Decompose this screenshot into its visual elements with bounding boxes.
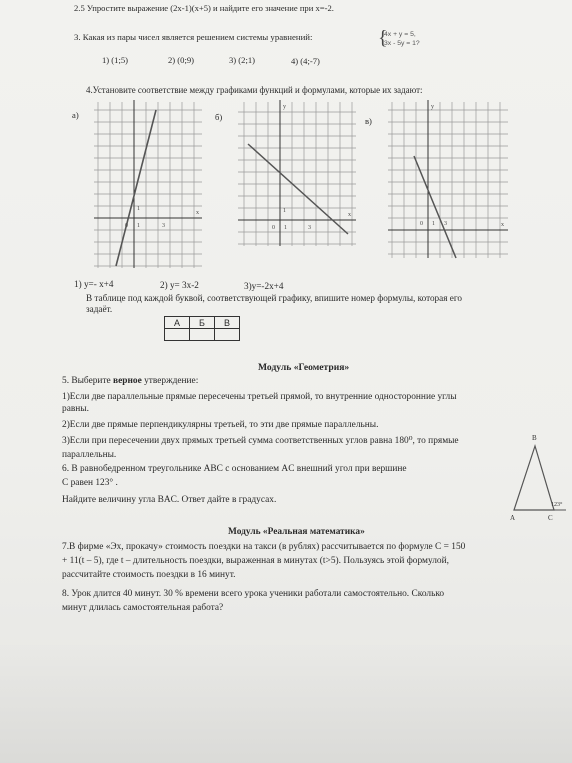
answer-table-value-row	[165, 329, 240, 341]
page-shadow	[0, 640, 572, 763]
graph-a-tick-0: 0	[125, 223, 128, 229]
task3-option-2: 2) (0;9)	[168, 55, 195, 65]
task7-line-1: 7.В фирме «Эх, прокачу» стоимость поездки на такси (в рублях) рассчитывается по формуле C = 150	[62, 542, 466, 552]
task7-line-2: + 11(t – 5), где t – длительность поездки, выраженная в минутах (t>5). Пользуясь этой формулой,	[62, 556, 449, 566]
graph-c-svg	[386, 98, 510, 260]
statement-1a: 1)Если две параллельные прямые пересечены третьей прямой, то внутренние односторонние углы	[62, 392, 457, 402]
equation-1: 4x + y = 5,	[384, 31, 416, 38]
task6-line-2: C равен 123° .	[62, 478, 118, 488]
statement-3b: параллельны.	[62, 450, 117, 460]
statement-2: 2)Если две прямые перпендикулярны третьей, то эти две прямые параллельны.	[62, 420, 379, 430]
graph-b	[236, 98, 358, 248]
graph-a-tick-y1: 1	[137, 206, 140, 212]
statement-3a: 3)Если при пересечении двух прямых третьей сумма соответственных углов равна 180⁰, то прямые	[62, 436, 459, 446]
answer-header-a: А	[165, 317, 190, 329]
task8-line-1: 8. Урок длится 40 минут. 30 % времени всего урока ученики работали самостоятельно. Сколько	[62, 589, 445, 599]
graph-b-y-label: y	[283, 104, 286, 110]
graph-a-tick-1: 1	[137, 223, 140, 229]
graph-label-b: б)	[215, 112, 223, 122]
graph-c-grid	[388, 102, 508, 258]
graph-label-v: в)	[365, 116, 372, 126]
graph-a-tick-3: 3	[162, 223, 165, 229]
task3-option-3: 3) (2;1)	[229, 55, 256, 65]
vertex-b: B	[532, 434, 537, 442]
graph-c-line	[414, 156, 456, 258]
task5-suffix: утверждение:	[141, 376, 199, 386]
graph-a-x-label: x	[196, 210, 199, 216]
graph-b-x-label: x	[348, 212, 351, 218]
module-geometry-title: Модуль «Геометрия»	[258, 362, 350, 373]
equation-2: 3x - 5y = 1?	[384, 40, 420, 47]
graph-a	[92, 98, 204, 270]
task8-line-2: минут длилась самостоятельная работа?	[62, 603, 224, 613]
exterior-angle-label: 123°	[551, 502, 563, 508]
graph-c-tick-1: 1	[432, 221, 435, 227]
formula-2: 2) y= 3x-2	[160, 280, 199, 290]
task3-option-4: 4) (4;-7)	[291, 56, 320, 66]
graph-b-tick-y1: 1	[283, 208, 286, 214]
answer-header-b: Б	[190, 317, 215, 329]
module-real-title: Модуль «Реальная математика»	[228, 527, 365, 537]
task6-line-3: Найдите величину угла BAC. Ответ дайте в градусах.	[62, 495, 277, 505]
answer-cell-v	[215, 329, 240, 341]
task7-line-3: рассчитайте стоимость поездки в 16 минут.	[62, 570, 236, 580]
task6-line-1: 6. В равнобедренном треугольнике ABC с основанием AC внешний угол при вершине	[62, 464, 407, 474]
graph-label-a: а)	[72, 110, 79, 120]
graph-c-tick-0: 0	[420, 221, 423, 227]
vertex-a: A	[510, 514, 516, 522]
triangle-svg	[504, 428, 570, 524]
answer-header-v: В	[215, 317, 240, 329]
formula-3: 3)y=-2x+4	[244, 281, 284, 291]
task5-bold: верное	[113, 376, 142, 386]
answer-table-header-row	[165, 317, 240, 329]
answer-cell-b	[190, 329, 215, 341]
task3-question: 3. Какая из пары чисел является решением системы уравнений:	[74, 32, 313, 42]
graph-b-svg	[236, 98, 358, 248]
triangle-figure	[504, 428, 570, 524]
graph-c-axes	[388, 100, 508, 258]
vertex-c: C	[548, 514, 553, 522]
graph-b-tick-3: 3	[308, 225, 311, 231]
triangle-shape	[514, 446, 554, 510]
task4-question: 4.Установите соответствие между графиками функций и формулами, которые их задают:	[86, 85, 423, 95]
graph-b-tick-1: 1	[284, 225, 287, 231]
task2-text: 2.5 Упростите выражение (2x-1)(x+5) и найдите его значение при x=-2.	[74, 3, 334, 13]
graph-c-x-label: x	[501, 222, 504, 228]
task4-instruction-2: задаёт.	[86, 304, 113, 314]
answer-cell-a	[165, 329, 190, 341]
graph-c-tick-3: 3	[444, 221, 447, 227]
task4-instruction-1: В таблице под каждой буквой, соответствующей графику, впишите номер формулы, которая его	[86, 293, 462, 303]
answer-table	[164, 316, 240, 341]
formula-1: 1) y=- x+4	[74, 279, 114, 289]
statement-1b: равны.	[62, 404, 89, 414]
graph-a-svg	[92, 98, 204, 270]
graph-c	[386, 98, 510, 260]
task3-option-1: 1) (1;5)	[102, 55, 129, 65]
graph-a-grid	[94, 102, 202, 268]
graph-b-tick-0: 0	[272, 225, 275, 231]
graph-c-y-label: y	[431, 104, 434, 110]
system-brace: {	[378, 27, 388, 49]
equation-system	[384, 30, 420, 48]
task5-text	[62, 375, 198, 387]
task5-prefix: 5. Выберите	[62, 376, 114, 386]
